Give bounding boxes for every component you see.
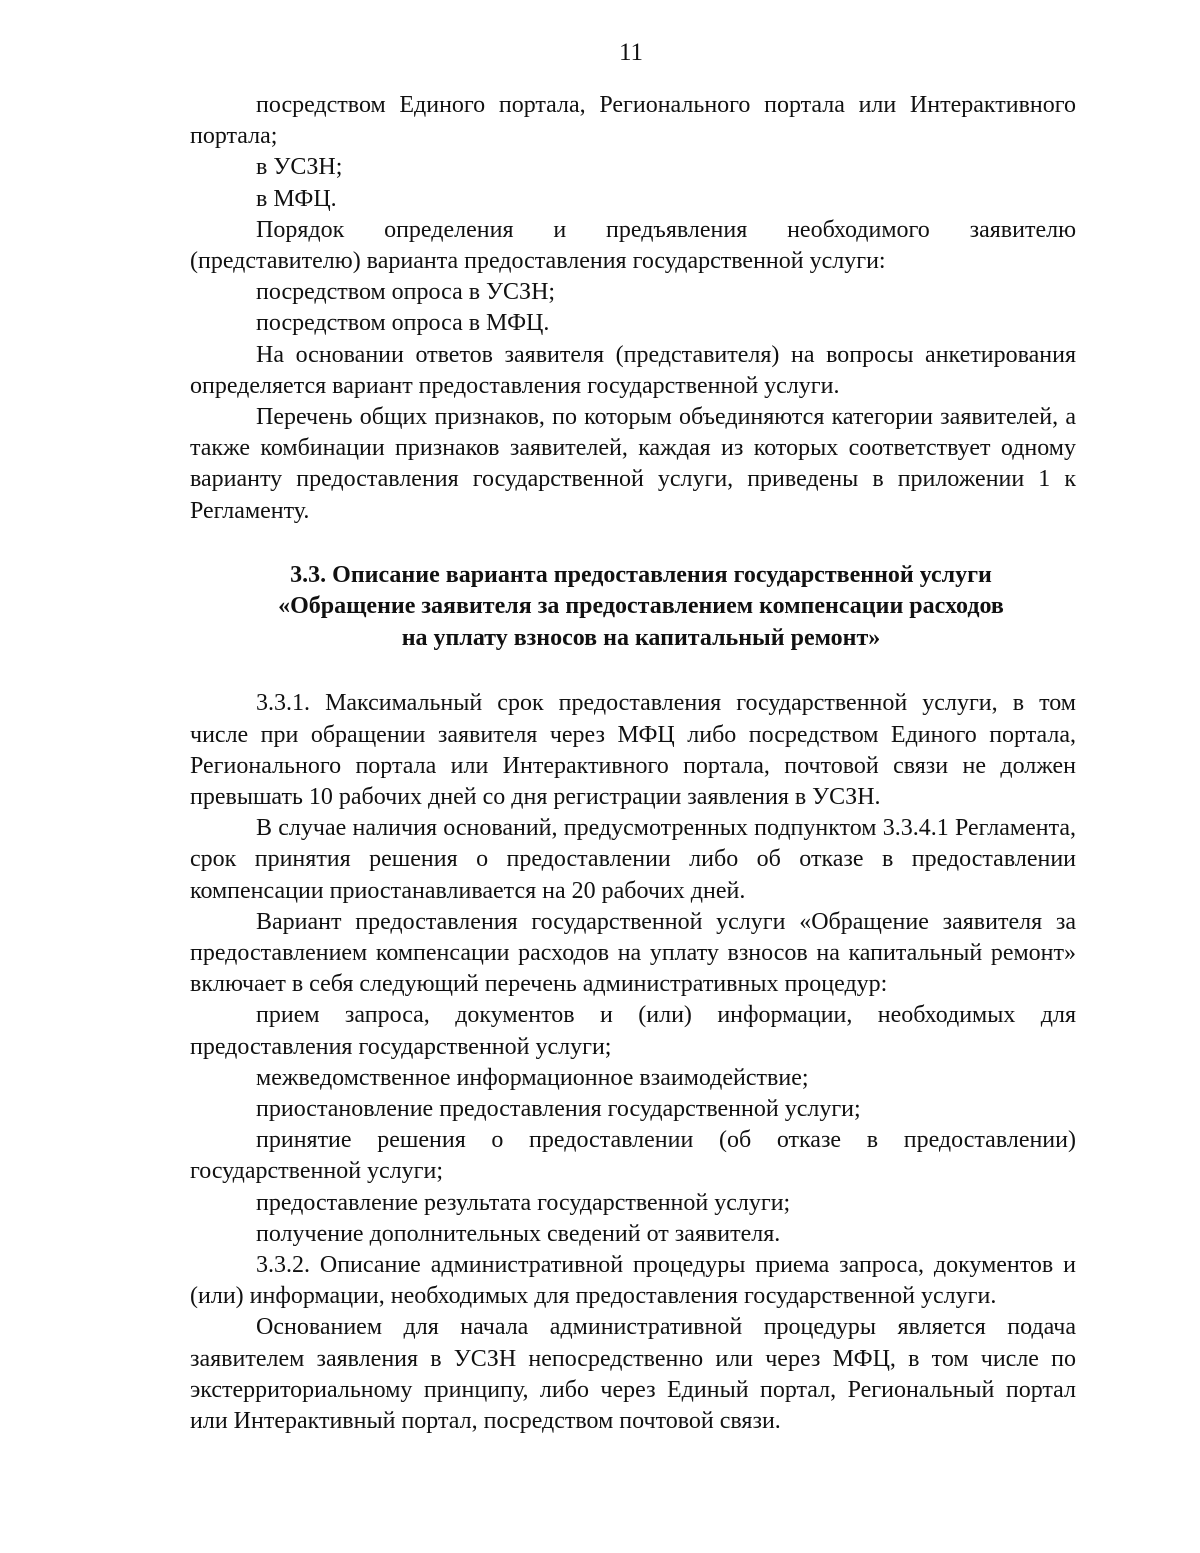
list-item: в МФЦ. <box>256 185 337 212</box>
paragraph: Перечень общих признаков, по которым объединяются категории заявителей, а также комбинации признаков заявителей, каждая из которых соответствует одному варианту предоставления государственной услуги, приведены в приложении 1 к Регламенту. <box>190 404 1076 524</box>
list-item: межведомственное информационное взаимодействие; <box>256 1064 809 1091</box>
paragraph: На основании ответов заявителя (представителя) на вопросы анкетирования определяется вариант предоставления государственной услуги. <box>190 341 1076 399</box>
paragraph: 3.3.2. Описание административной процедуры приема запроса, документов и (или) информации, необходимых для предоставления государственной услуги. <box>190 1252 1076 1310</box>
list-item: принятие решения о предоставлении (об отказе в предоставлении) государственной услуги; <box>190 1127 1076 1185</box>
list-item: в УСЗН; <box>256 154 343 181</box>
document-body <box>190 90 1076 1437</box>
list-item: посредством опроса в УСЗН; <box>256 279 556 306</box>
list-item: приостановление предоставления государственной услуги; <box>256 1095 861 1122</box>
section-heading: 3.3. Описание варианта предоставления государственной услуги «Обращение заявителя за предоставлением компенсации расходов на уплату взносов на капитальный ремонт» <box>278 561 1004 651</box>
paragraph: В случае наличия оснований, предусмотренных подпунктом 3.3.4.1 Регламента, срок принятия решения о предоставлении либо об отказе в предоставлении компенсации приостанавливается на 20 рабочих дней. <box>190 815 1076 904</box>
paragraph: Основанием для начала административной процедуры является подача заявителем заявления в УСЗН непосредственно или через МФЦ, в том числе по экстерриториальному принципу, либо через Единый портал, Региональный портал или Интерактивный портал, посредством почтовой связи. <box>190 1314 1076 1435</box>
paragraph: Вариант предоставления государственной услуги «Обращение заявителя за предоставлением компенсации расходов на уплату взносов на капитальный ремонт» включает в себя следующий перечень административных процедур: <box>190 908 1076 998</box>
list-item: предоставление результата государственной услуги; <box>256 1189 791 1216</box>
paragraph: 3.3.1. Максимальный срок предоставления государственной услуги, в том числе при обращении заявителя через МФЦ либо посредством Единого портала, Регионального портала или Интерактивного портала, почтовой связи не должен превышать 10 рабочих дней со дня регистрации заявления в УСЗН. <box>190 690 1076 810</box>
paragraph: посредством Единого портала, Регионального портала или Интерактивного портала; <box>190 92 1076 150</box>
paragraph: Порядок определения и предъявления необходимого заявителю (представителю) варианта предоставления государственной услуги: <box>190 216 1076 275</box>
list-item: получение дополнительных сведений от заявителя. <box>256 1220 781 1247</box>
list-item: посредством опроса в МФЦ. <box>256 310 550 337</box>
list-item: прием запроса, документов и (или) информации, необходимых для предоставления государственной услуги; <box>190 1002 1076 1060</box>
page-number: 11 <box>618 39 644 66</box>
